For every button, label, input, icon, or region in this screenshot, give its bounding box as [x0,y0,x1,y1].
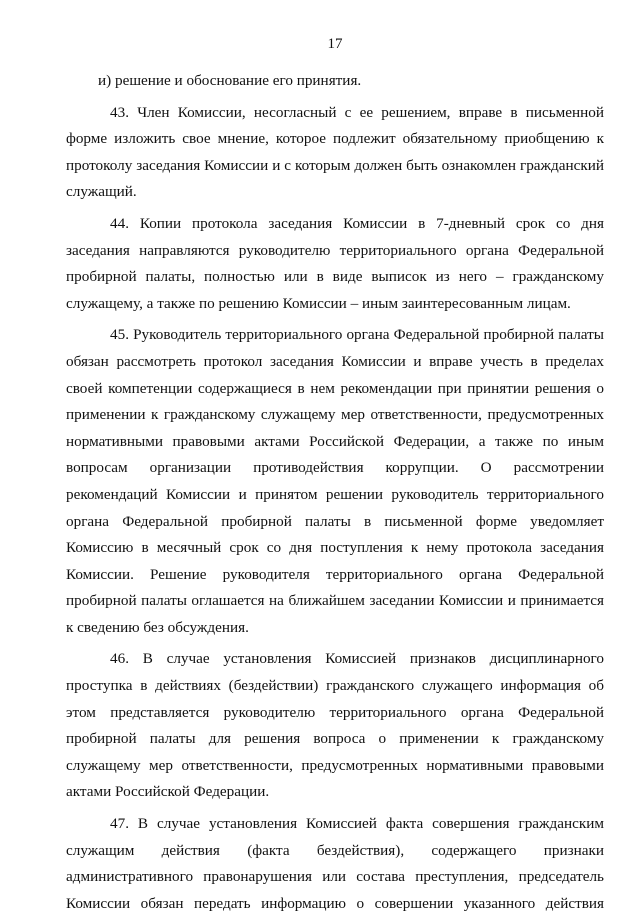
document-page [66,0,604,912]
paragraph-46: 46. В случае установления Комиссией признаков дисциплинарного проступка в действиях (бездействии) гражданского служащего информация об этом представляется руководителю территориального органа Федеральной пробирной палаты для решения вопроса о применении к гражданскому служащему мер ответственности, предусмотренных нормативными правовыми актами Российской Федерации. [66,650,604,801]
paragraph-44: 44. Копии протокола заседания Комиссии в 7-дневный срок со дня заседания направляются руководителю территориального органа Федеральной пробирной палаты, полностью или в виде выписок из него – гражданскому служащему, а также по решению Комиссии – иным заинтересованным лицам. [66,214,604,312]
paragraph-43: 43. Член Комиссии, несогласный с ее решением, вправе в письменной форме изложить свое мнение, которое подлежит обязательному приобщению к протоколу заседания Комиссии и с которым должен быть ознакомлен гражданский служащий. [66,103,604,201]
document-body [66,68,604,922]
page-number: 17 [327,36,343,52]
paragraph-45: 45. Руководитель территориального органа Федеральной пробирной палаты обязан рассмотреть протокол заседания Комиссии и вправе учесть в пределах своей компетенции содержащиеся в нем рекомендации при принятии решения о применении к гражданскому служащему мер ответственности, предусмотренных нормативными правовыми актами Российской Федерации, а также по иным вопросам организации противодействия коррупции. О рассмотрении рекомендаций Комиссии и принятом решении руководитель территориального органа Федеральной пробирной палаты в письменной форме уведомляет Комиссию в месячный срок со дня поступления к нему протокола заседания Комиссии. Решение руководителя территориального органа Федеральной пробирной палаты оглашается на ближайшем заседании Комиссии и принимается к сведению без обсуждения. [66,326,604,636]
paragraph-47: 47. В случае установления Комиссией факта совершения гражданским служащим действия (факта бездействия), содержащего признаки административного правонарушения или состава преступления, председатель Комиссии обязан передать информацию о совершении указанного действия [66,815,604,912]
paragraph-item-i: и) решение и обоснование его принятия. [98,72,362,89]
